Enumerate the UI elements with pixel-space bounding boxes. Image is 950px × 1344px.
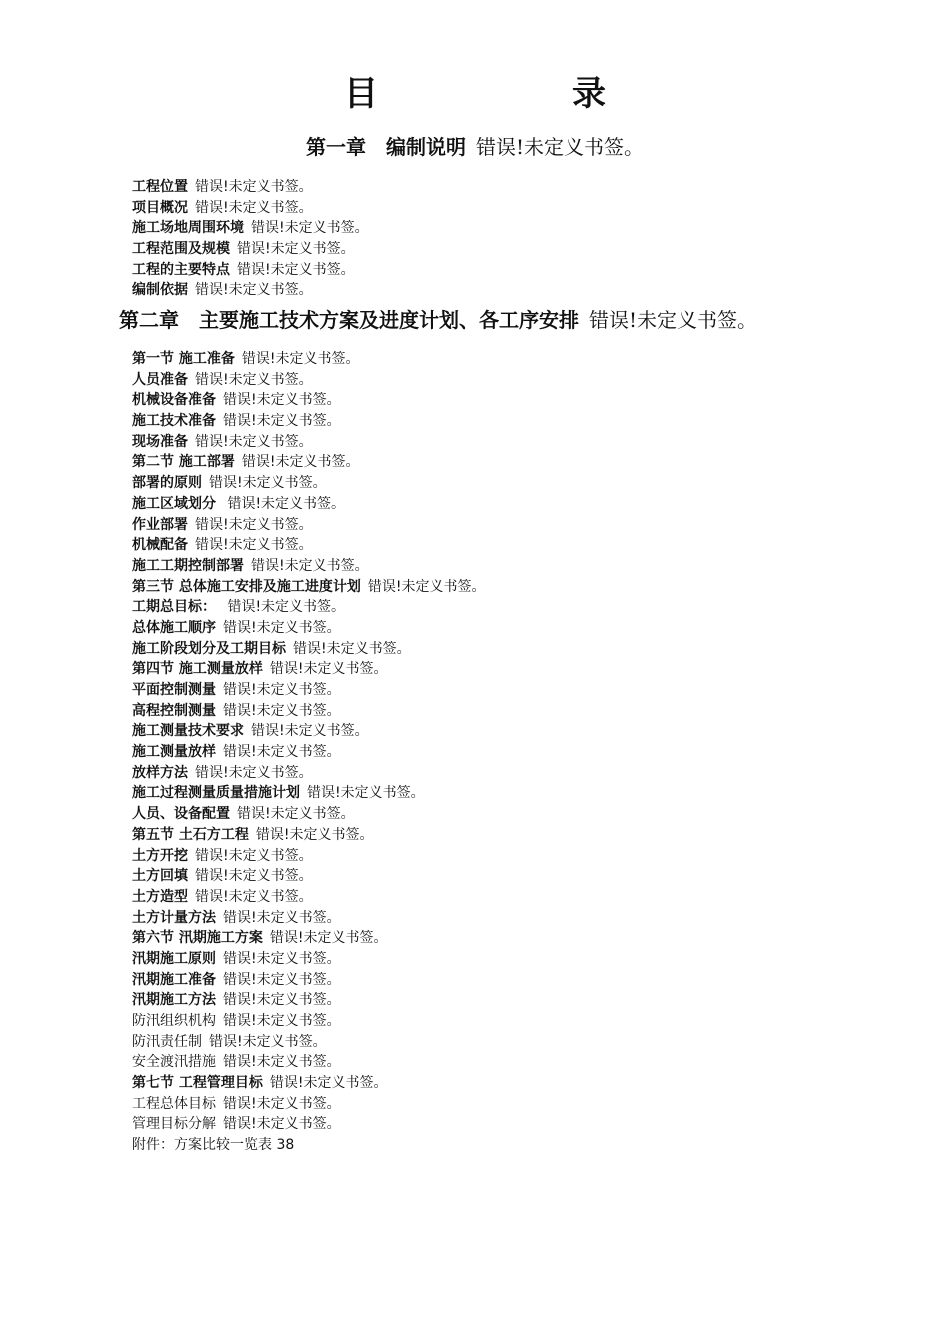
toc-entry[interactable] [132, 1032, 486, 1053]
toc-entry-label: 施工工期控制部署 [132, 557, 244, 574]
toc-title: 目 录 [344, 74, 686, 114]
toc-entry[interactable] [132, 804, 486, 825]
toc-entry-bookmark-error: 错误!未定义书签。 [223, 619, 341, 636]
toc-entry-label: 施工技术准备 [132, 413, 216, 430]
toc-entry[interactable] [132, 990, 486, 1011]
chapter-2-bookmark-error: 错误!未定义书签。 [589, 308, 758, 332]
toc-entry-label: 人员准备 [132, 371, 188, 388]
toc-entry-label: 管理目标分解 [132, 1116, 216, 1133]
toc-entry[interactable] [132, 349, 486, 370]
toc-entry-label: 施工过程测量质量措施计划 [132, 785, 300, 802]
toc-entry-label: 工期总目标： [132, 599, 216, 616]
toc-entry-bookmark-error: 错误!未定义书签。 [251, 557, 369, 574]
toc-entry[interactable] [132, 515, 486, 536]
toc-entry[interactable] [132, 177, 369, 198]
toc-entry-label: 编制依据 [132, 282, 188, 299]
toc-entry-bookmark-error: 错误!未定义书签。 [269, 1075, 388, 1092]
toc-entry-bookmark-error: 错误!未定义书签。 [307, 785, 425, 802]
toc-entry[interactable] [132, 239, 369, 260]
chapter-1-entries [132, 177, 369, 301]
toc-entry-label: 工程范围及规模 [132, 241, 230, 258]
toc-entry-bookmark-error: 错误!未定义书签。 [223, 1095, 341, 1112]
toc-entry-bookmark-error: 错误!未定义书签。 [269, 930, 388, 947]
toc-entry-label: 第四节 施工测量放样 [132, 661, 263, 678]
toc-entry-label: 汛期施工准备 [132, 971, 216, 988]
toc-entry-label: 安全渡汛措施 [132, 1054, 216, 1071]
toc-entry[interactable] [132, 783, 486, 804]
toc-entry-bookmark-error: 错误!未定义书签。 [237, 261, 355, 278]
toc-entry-label: 土方造型 [132, 888, 188, 905]
toc-entry[interactable] [132, 1094, 486, 1115]
toc-entry-label: 工程的主要特点 [132, 261, 230, 278]
toc-entry-bookmark-error: 错误!未定义书签。 [195, 371, 313, 388]
toc-entry-bookmark-error: 错误!未定义书签。 [195, 888, 313, 905]
chapter-1-bookmark-error: 错误!未定义书签。 [475, 135, 645, 159]
toc-entry[interactable] [132, 1073, 486, 1094]
toc-entry-label: 防汛组织机构 [132, 1013, 216, 1029]
toc-entry-bookmark-error: 错误!未定义书签。 [223, 1054, 341, 1071]
chapter-2-heading[interactable] [119, 305, 939, 335]
toc-entry-label: 施工场地周围环境 [132, 220, 244, 237]
toc-entry[interactable] [132, 390, 486, 411]
toc-entry-label: 现场准备 [132, 433, 188, 450]
toc-entry[interactable] [132, 556, 486, 577]
toc-entry[interactable] [132, 887, 486, 908]
toc-entry[interactable] [132, 473, 486, 494]
toc-entry[interactable] [132, 866, 486, 887]
toc-entry[interactable] [132, 597, 486, 618]
toc-entry-bookmark-error: 错误!未定义书签。 [195, 433, 313, 450]
toc-entry-bookmark-error: 错误!未定义书签。 [195, 868, 313, 885]
toc-entry-label: 第一节 施工准备 [132, 351, 235, 367]
chapter-1-heading[interactable] [0, 132, 950, 162]
toc-entry[interactable] [132, 825, 486, 846]
toc-entry-bookmark-error: 错误!未定义书签。 [223, 413, 341, 430]
toc-entry-label: 第三节 总体施工安排及施工进度计划 [132, 578, 361, 595]
toc-entry-bookmark-error: 错误!未定义书签。 [209, 1033, 327, 1050]
toc-entry[interactable] [132, 198, 369, 219]
toc-entry[interactable] [132, 618, 486, 639]
toc-entry-bookmark-error: 错误!未定义书签。 [223, 992, 341, 1009]
toc-entry-bookmark-error: 错误!未定义书签。 [195, 537, 313, 554]
toc-entry-label: 汛期施工原则 [132, 950, 216, 967]
toc-entry-bookmark-error: 错误!未定义书签。 [223, 702, 341, 719]
toc-entry[interactable] [132, 452, 486, 473]
toc-entry-bookmark-error: 错误!未定义书签。 [195, 199, 313, 216]
toc-entry[interactable] [132, 701, 486, 722]
toc-entry[interactable] [132, 846, 486, 867]
toc-entry-bookmark-error: 错误!未定义书签。 [223, 1116, 341, 1133]
toc-entry-label: 第六节 汛期施工方案 [132, 930, 263, 947]
toc-entry[interactable] [132, 432, 486, 453]
toc-entry-bookmark-error: 错误!未定义书签。 [223, 1013, 341, 1029]
toc-entry[interactable] [132, 370, 486, 391]
toc-entry-label: 汛期施工方法 [132, 992, 216, 1009]
toc-entry-label: 总体施工顺序 [132, 619, 216, 636]
toc-entry-bookmark-error: 错误!未定义书签。 [223, 392, 341, 409]
toc-entry-label: 高程控制测量 [132, 702, 216, 719]
toc-entry[interactable] [132, 680, 486, 701]
toc-entry[interactable] [132, 280, 369, 301]
toc-entry[interactable] [132, 494, 486, 515]
toc-entry-label: 施工区域划分 [132, 495, 216, 512]
toc-entry[interactable] [132, 659, 486, 680]
toc-entry-bookmark-error: 错误!未定义书签。 [241, 351, 360, 367]
toc-entry-bookmark-error: 错误!未定义书签。 [223, 682, 341, 698]
toc-entry-bookmark-error: 错误!未定义书签。 [251, 220, 369, 237]
toc-entry-label: 附件：方案比较一览表 38 [132, 1137, 295, 1154]
toc-entry-bookmark-error: 错误!未定义书签。 [195, 179, 313, 195]
toc-entry[interactable] [132, 577, 486, 598]
toc-entry[interactable] [132, 1011, 486, 1032]
chapter-1-label: 第一章 编制说明 [305, 135, 466, 159]
toc-entry-bookmark-error: 错误!未定义书签。 [255, 826, 374, 843]
toc-entry-bookmark-error: 错误!未定义书签。 [223, 599, 346, 616]
toc-entry-bookmark-error: 错误!未定义书签。 [293, 640, 411, 657]
toc-entry-bookmark-error: 错误!未定义书签。 [367, 578, 486, 595]
toc-entry-bookmark-error: 错误!未定义书签。 [237, 241, 355, 258]
toc-entry-label: 第七节 工程管理目标 [132, 1075, 263, 1092]
toc-entry[interactable] [132, 908, 486, 929]
toc-entry[interactable] [132, 742, 486, 763]
toc-entry[interactable] [132, 763, 486, 784]
toc-entry[interactable] [132, 1052, 486, 1073]
toc-entry-bookmark-error: 错误!未定义书签。 [269, 661, 388, 678]
toc-entry[interactable] [132, 928, 486, 949]
toc-entry-bookmark-error: 错误!未定义书签。 [223, 950, 341, 967]
toc-entry[interactable] [132, 411, 486, 432]
toc-entry-bookmark-error: 错误!未定义书签。 [195, 282, 313, 299]
toc-entry-label: 防汛责任制 [132, 1033, 202, 1050]
toc-entry[interactable] [132, 535, 486, 556]
toc-entry-label: 平面控制测量 [132, 682, 216, 698]
toc-entry-bookmark-error: 错误!未定义书签。 [209, 475, 327, 492]
toc-entry[interactable] [132, 949, 486, 970]
toc-entry-label: 机械设备准备 [132, 392, 216, 409]
toc-entry-label: 机械配备 [132, 537, 188, 554]
toc-entry-label: 土方回填 [132, 868, 188, 885]
toc-entry-label: 人员、设备配置 [132, 806, 230, 823]
toc-entry-bookmark-error: 错误!未定义书签。 [223, 744, 341, 761]
toc-entry-label: 工程位置 [132, 179, 188, 195]
toc-entry[interactable] [132, 260, 369, 281]
toc-entry[interactable] [132, 1135, 486, 1156]
toc-entry-bookmark-error: 错误!未定义书签。 [223, 971, 341, 988]
toc-entry-label: 施工测量放样 [132, 744, 216, 761]
toc-entry-bookmark-error: 错误!未定义书签。 [195, 847, 313, 864]
toc-entry[interactable] [132, 218, 369, 239]
toc-entry-label: 作业部署 [132, 516, 188, 533]
toc-entry-label: 项目概况 [132, 199, 188, 216]
toc-entry-label: 土方计量方法 [132, 909, 216, 926]
toc-entry-bookmark-error: 错误!未定义书签。 [195, 764, 313, 781]
toc-entry-bookmark-error: 错误!未定义书签。 [241, 454, 360, 471]
toc-entry-label: 土方开挖 [132, 847, 188, 864]
toc-entry-bookmark-error: 错误!未定义书签。 [223, 909, 341, 926]
toc-entry-label: 部署的原则 [132, 475, 202, 492]
toc-entry-bookmark-error: 错误!未定义书签。 [251, 723, 369, 740]
chapter-2-entries [132, 349, 486, 1156]
chapter-2-label: 第二章 主要施工技术方案及进度计划、各工序安排 [119, 308, 579, 332]
toc-entry[interactable] [132, 970, 486, 991]
toc-entry-bookmark-error: 错误!未定义书签。 [223, 495, 346, 512]
toc-entry[interactable] [132, 721, 486, 742]
toc-entry[interactable] [132, 1114, 486, 1135]
toc-entry-label: 工程总体目标 [132, 1095, 216, 1112]
toc-entry-label: 第五节 土石方工程 [132, 826, 249, 843]
toc-entry-label: 施工测量技术要求 [132, 723, 244, 740]
toc-entry[interactable] [132, 639, 486, 660]
toc-entry-bookmark-error: 错误!未定义书签。 [237, 806, 355, 823]
toc-entry-label: 施工阶段划分及工期目标 [132, 640, 286, 657]
toc-entry-bookmark-error: 错误!未定义书签。 [195, 516, 313, 533]
toc-entry-label: 放样方法 [132, 764, 188, 781]
toc-entry-label: 第二节 施工部署 [132, 454, 235, 471]
